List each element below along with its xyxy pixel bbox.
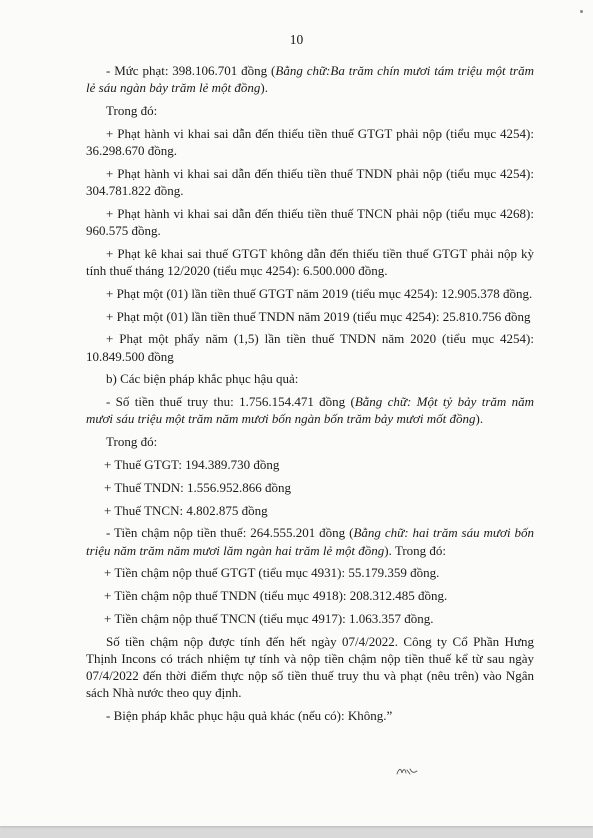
penalty-item: + Phạt một phẩy năm (1,5) lần tiền thuế TNDN năm 2020 (tiểu mục 4254): 10.849.500 đồng (86, 331, 534, 364)
penalty-prefix: - Mức phạt: 398.106.701 đồng ( (106, 63, 276, 78)
back-tax-prefix: - Số tiền thuế truy thu: 1.756.154.471 đồng ( (106, 394, 355, 410)
page-number: 10 (289, 32, 304, 47)
back-tax-in-words: Bằng chữ: Một tỷ bảy trăm năm mươi sáu triệu một trăm năm mươi bốn ngàn bốn trăm bảy mươi mốt đồng (86, 394, 535, 427)
penalty-item: + Phạt hành vi khai sai dẫn đến thiếu tiền thuế TNDN phải nộp (tiểu mục 4254): 304.781.822 đồng. (86, 165, 534, 198)
penalty-item: + Phạt kê khai sai thuế GTGT không dẫn đến thiếu tiền thuế GTGT phải nộp kỳ tính thuế tháng 12/2020 (tiểu mục 4254): 6.500.000 đồng. (86, 245, 534, 278)
late-payment-prefix: - Tiền chậm nộp tiền thuế: 264.555.201 đồng ( (106, 525, 354, 541)
penalty-in-words: Bằng chữ:Ba trăm chín mươi tám triệu một trăm lẻ sáu ngàn bảy trăm lẻ một đồng (86, 63, 535, 96)
back-tax-suffix: ). (475, 411, 484, 427)
penalty-item: + Phạt hành vi khai sai dẫn đến thiếu tiền thuế GTGT phải nộp (tiểu mục 4254): 36.298.670 đồng. (86, 125, 534, 158)
penalty-suffix: ). (260, 80, 268, 96)
late-payment-note: Số tiền chậm nộp được tính đến hết ngày 07/4/2022. Công ty Cổ Phần Hưng Thịnh Incons có trách nhiệm tự tính và nộp tiền chậm nộp tiền thuế kể từ sau ngày 07/4/2022 đến thời điểm thực nộp số tiền thuế truy thu và phạt (nêu trên) vào Ngân sách Nhà nước theo quy định. (86, 633, 534, 701)
late-payment-in-words: Bằng chữ: hai trăm sáu mươi bốn triệu năm trăm năm mươi lăm ngàn hai trăm lẻ một đồng (86, 525, 535, 558)
late-item: + Tiền chậm nộp thuế TNCN (tiểu mục 4917): 1.063.357 đồng. (104, 610, 434, 626)
document-body (86, 62, 534, 730)
initials-signature (396, 765, 418, 777)
penalty-item: + Phạt một (01) lần tiền thuế GTGT năm 2019 (tiểu mục 4254): 12.905.378 đồng. (106, 285, 533, 301)
scan-mark (580, 10, 583, 13)
penalty-amount-paragraph (86, 62, 534, 96)
late-item: + Tiền chậm nộp thuế GTGT (tiểu mục 4931): 55.179.359 đồng. (104, 565, 440, 581)
tax-item: + Thuế TNCN: 4.802.875 đồng (104, 502, 268, 518)
penalty-item: + Phạt hành vi khai sai dẫn đến thiếu tiền thuế TNCN phải nộp (tiểu mục 4268): 960.575 đồng. (86, 205, 534, 238)
trong-do-heading: Trong đó: (106, 434, 158, 450)
late-payment-paragraph (86, 524, 534, 558)
tax-item: + Thuế TNDN: 1.556.952.866 đồng (104, 479, 292, 495)
remedy-heading: b) Các biện pháp khắc phục hậu quả: (106, 371, 299, 387)
back-tax-paragraph (86, 393, 534, 427)
penalty-item: + Phạt một (01) lần tiền thuế TNDN năm 2019 (tiểu mục 4254): 25.810.756 đồng (106, 308, 531, 324)
tax-item: + Thuế GTGT: 194.389.730 đồng (104, 456, 280, 472)
other-measures: - Biện pháp khắc phục hậu quả khác (nếu có): Không.” (106, 708, 393, 724)
late-item: + Tiền chậm nộp thuế TNDN (tiểu mục 4918): 208.312.485 đồng. (104, 588, 448, 604)
late-payment-suffix: ). Trong đó: (384, 542, 447, 558)
trong-do-heading: Trong đó: (106, 103, 158, 118)
